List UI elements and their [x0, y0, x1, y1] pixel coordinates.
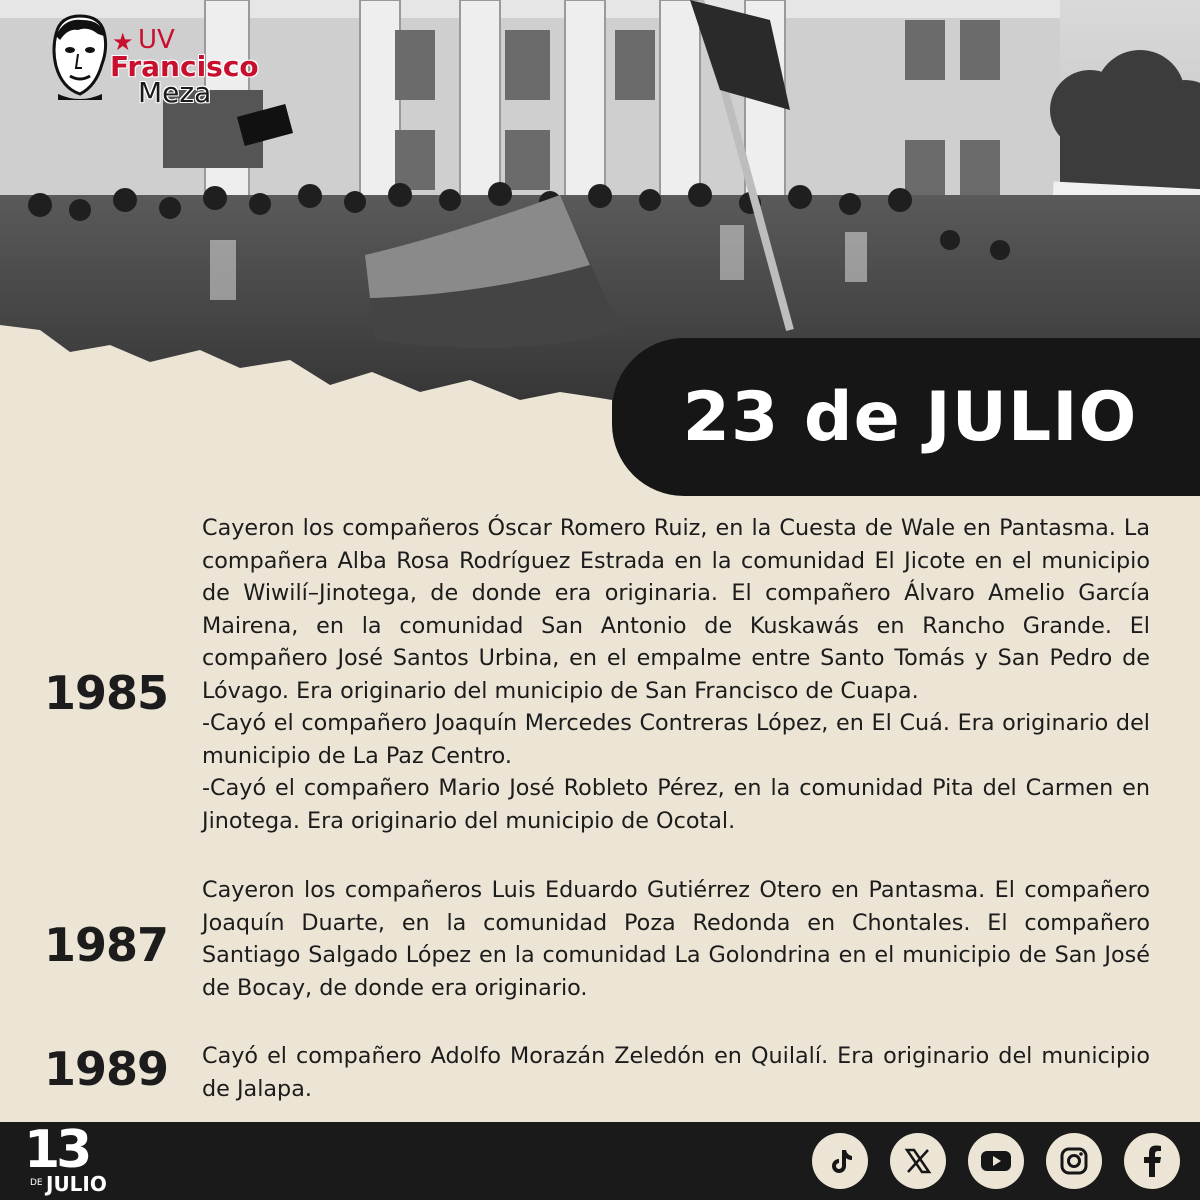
logo-month: JULIO	[46, 1172, 107, 1196]
footer-bar	[0, 1122, 1200, 1200]
uv-francisco-meza-logo	[48, 14, 288, 114]
entry-paragraph: Cayeron los compañeros Luis Eduardo Gutiérrez Otero en Pantasma. El compañero Joaquín Duarte, en la comunidad Poza Redonda en Chontales. El compañero Santiago Salgado López en la comunidad La Golondrina en el municipio de San José de Bocay, de donde era originario.	[202, 877, 1150, 1001]
13-de-julio-logo	[24, 1120, 108, 1198]
instagram-icon[interactable]	[1046, 1133, 1102, 1189]
logo-number: 13	[24, 1120, 89, 1180]
star-icon: ★	[112, 28, 134, 56]
entry-text	[202, 512, 1150, 837]
x-icon[interactable]	[890, 1133, 946, 1189]
date-title: 23 de JULIO	[682, 377, 1138, 457]
tiktok-icon[interactable]	[812, 1133, 868, 1189]
logo-de: DE	[30, 1178, 43, 1188]
entry-paragraph: -Cayó el compañero Joaquín Mercedes Contreras López, en El Cuá. Era originario del municipio de La Paz Centro.	[202, 710, 1150, 769]
logo-francisco: Francisco	[110, 50, 259, 83]
year-label: 1987	[44, 918, 169, 972]
portrait-icon	[48, 14, 110, 100]
logo-uv: UV	[138, 25, 175, 55]
facebook-icon[interactable]	[1124, 1133, 1180, 1189]
entry-paragraph: -Cayó el compañero Mario José Robleto Pérez, en la comunidad Pita del Carmen en Jinotega. Era originario del municipio de Ocotal.	[202, 775, 1150, 834]
entry-text	[202, 874, 1150, 1004]
entry-text	[202, 1040, 1150, 1105]
logo-meza: Meza	[138, 76, 212, 109]
date-banner	[612, 338, 1200, 496]
entry-paragraph: Cayó el compañero Adolfo Morazán Zeledón en Quilalí. Era originario del municipio de Jalapa.	[202, 1043, 1150, 1102]
year-label: 1989	[44, 1042, 169, 1096]
youtube-icon[interactable]	[968, 1133, 1024, 1189]
year-label: 1985	[44, 666, 169, 720]
entry-paragraph: Cayeron los compañeros Óscar Romero Ruiz, en la Cuesta de Wale en Pantasma. La compañera Alba Rosa Rodríguez Estrada en la comunidad El Jicote en el municipio de Wiwilí–Jinotega, de donde era originaria. El compañero Álvaro Amelio García Mairena, en la comunidad San Antonio de Kuskawás en Rancho Grande. El compañero José Santos Urbina, en el empalme entre Santo Tomás y San Pedro de Lóvago. Era originario del municipio de San Francisco de Cuapa.	[202, 515, 1150, 704]
